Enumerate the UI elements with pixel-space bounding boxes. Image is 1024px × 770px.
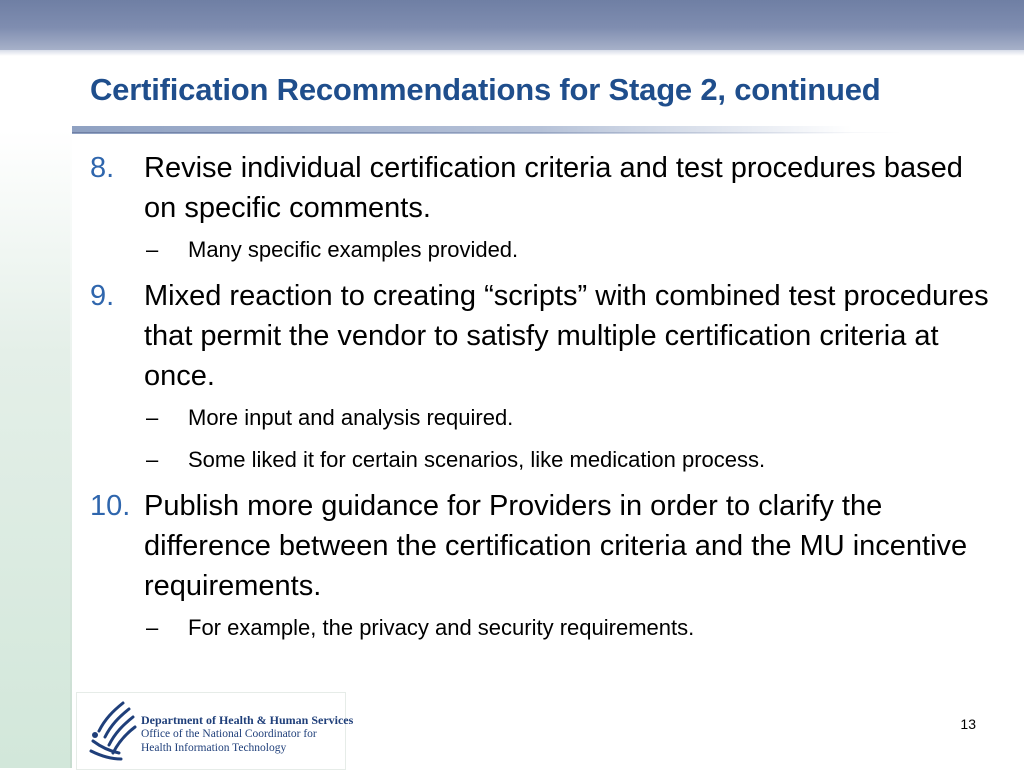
dash-bullet: – [146,237,159,262]
logo-office-line-1: Office of the National Coordinator for [141,728,317,740]
slide-title: Certification Recommendations for Stage 2, continued [90,72,881,107]
logo-department: Department of Health & Human Services [141,713,354,727]
sub-item-text: Some liked it for certain scenarios, like medication process. [188,447,766,472]
item-text: Revise individual certification criteria and test procedures based on specific comments. [144,152,963,224]
item-number: 10. [90,490,131,522]
list-item-8 [90,148,990,228]
sub-item-text: More input and analysis required. [188,405,514,430]
left-decor-bar [0,130,72,768]
sub-list [144,234,990,266]
hhs-eagle-icon [83,697,141,765]
list-item-9 [90,276,990,396]
title-underline-thin [72,132,902,133]
item-number: 9. [90,280,115,312]
item-text: Publish more guidance for Providers in order to clarify the difference between the certification criteria and the MU incentive requirements. [144,490,968,602]
dash-bullet: – [146,615,159,640]
sub-item-text: Many specific examples provided. [188,237,519,262]
sub-item [144,444,990,476]
sub-item [144,234,990,266]
logo-office-line-2: Health Information Technology [141,742,287,754]
slide-body [90,148,990,654]
sub-list [144,402,990,476]
dash-bullet: – [146,447,159,472]
header-band-shadow [0,50,1024,56]
list-item-10 [90,486,990,606]
page-number: 13 [960,716,976,732]
header-band [0,0,1024,50]
hhs-logo [76,692,354,770]
sub-list [144,612,990,644]
dash-bullet: – [146,405,159,430]
sub-item-text: For example, the privacy and security requirements. [188,615,695,640]
item-number: 8. [90,152,115,184]
logo-text [141,713,353,755]
sub-item [144,402,990,434]
item-text: Mixed reaction to creating “scripts” with combined test procedures that permit the vendor to satisfy multiple certification criteria at once. [144,280,989,392]
sub-item [144,612,990,644]
